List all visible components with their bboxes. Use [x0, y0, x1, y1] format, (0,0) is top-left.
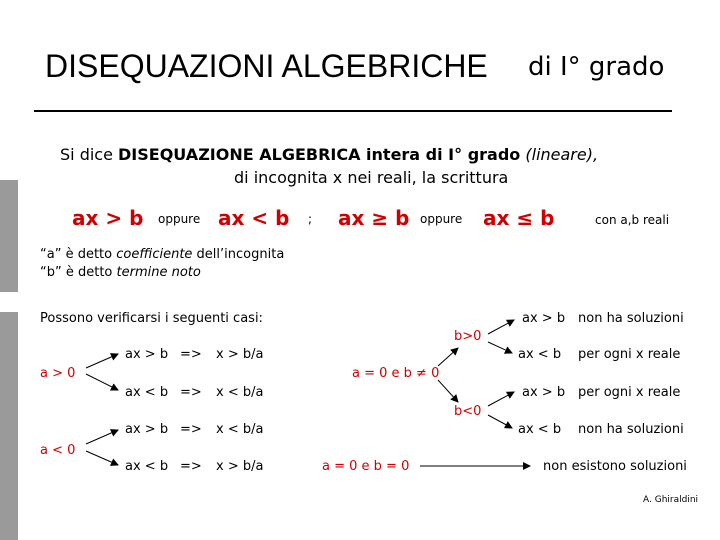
definition-prefix: Si dice [60, 145, 119, 164]
definition-line2: di incognita x nei reali, la scrittura [234, 168, 509, 187]
arrow-a0-bpos [438, 348, 458, 366]
case-a-positive: a > 0 [40, 366, 76, 381]
arrow-bpos-up [488, 320, 514, 334]
page-subtitle: di I° grado [528, 52, 665, 82]
form-ax-ge-b: ax ≥ b [338, 206, 410, 230]
form-ax-lt-b: ax < b [218, 206, 290, 230]
zero-row-result: non ha soluzioni [578, 422, 684, 437]
arrow-apos-up [86, 354, 118, 368]
form-separator: ; [308, 212, 313, 226]
note-a-prefix: “a” è detto [40, 247, 117, 262]
zero-row-ineq: ax < b [518, 347, 562, 362]
zero-row-result: per ogni x reale [578, 347, 681, 362]
left-row-solution: x > b/a [216, 459, 264, 474]
left-row-solution: x > b/a [216, 347, 264, 362]
case-a0-b-0: a = 0 e b = 0 [322, 459, 410, 474]
definition-paren: (lineare), [520, 145, 599, 164]
arrow-aneg-down [86, 451, 118, 465]
case-b-positive: b>0 [454, 329, 482, 344]
zero-row-ineq: ax > b [522, 311, 566, 326]
form-reals: con a,b reali [595, 213, 670, 227]
left-row-arrow: => [180, 422, 202, 437]
arrow-bneg-up [488, 392, 514, 406]
arrow-apos-down [86, 374, 118, 390]
left-row-ineq: ax < b [125, 459, 169, 474]
form-or-2: oppure [420, 212, 463, 226]
left-row-arrow: => [180, 385, 202, 400]
note-b-prefix: “b” è detto [40, 265, 117, 280]
form-ax-le-b: ax ≤ b [483, 206, 555, 230]
definition-term: DISEQUAZIONE ALGEBRICA intera di I° grado [118, 145, 521, 164]
arrow-bneg-down [488, 415, 512, 428]
form-ax-gt-b: ax > b [72, 206, 144, 230]
zero-row-ineq: ax > b [522, 385, 566, 400]
left-row-arrow: => [180, 347, 202, 362]
left-row-ineq: ax > b [125, 347, 169, 362]
note-b-term: termine noto [116, 265, 201, 280]
zero-row-ineq: ax < b [518, 422, 562, 437]
left-row-solution: x < b/a [216, 385, 264, 400]
note-a-term: coefficiente [116, 247, 193, 262]
zero-row-result: non ha soluzioni [578, 311, 684, 326]
form-or-1: oppure [158, 212, 201, 226]
page-title: DISEQUAZIONI ALGEBRICHE [45, 48, 488, 84]
cases-intro: Possono verificarsi i seguenti casi: [40, 311, 263, 326]
arrow-a0-bneg [438, 380, 458, 402]
case-b-negative: b<0 [454, 404, 482, 419]
arrow-bpos-down [488, 342, 512, 353]
note-a-suffix: dell’incognita [192, 247, 285, 262]
arrow-aneg-up [86, 430, 118, 444]
case-a0-b-not-0: a = 0 e b ≠ 0 [352, 366, 440, 381]
no-solutions: non esistono soluzioni [543, 459, 687, 474]
left-row-arrow: => [180, 459, 202, 474]
case-a-negative: a < 0 [40, 443, 76, 458]
left-row-ineq: ax > b [125, 422, 169, 437]
left-row-solution: x < b/a [216, 422, 264, 437]
left-row-ineq: ax < b [125, 385, 169, 400]
author: A. Ghiraldini [643, 495, 699, 505]
zero-row-result: per ogni x reale [578, 385, 681, 400]
